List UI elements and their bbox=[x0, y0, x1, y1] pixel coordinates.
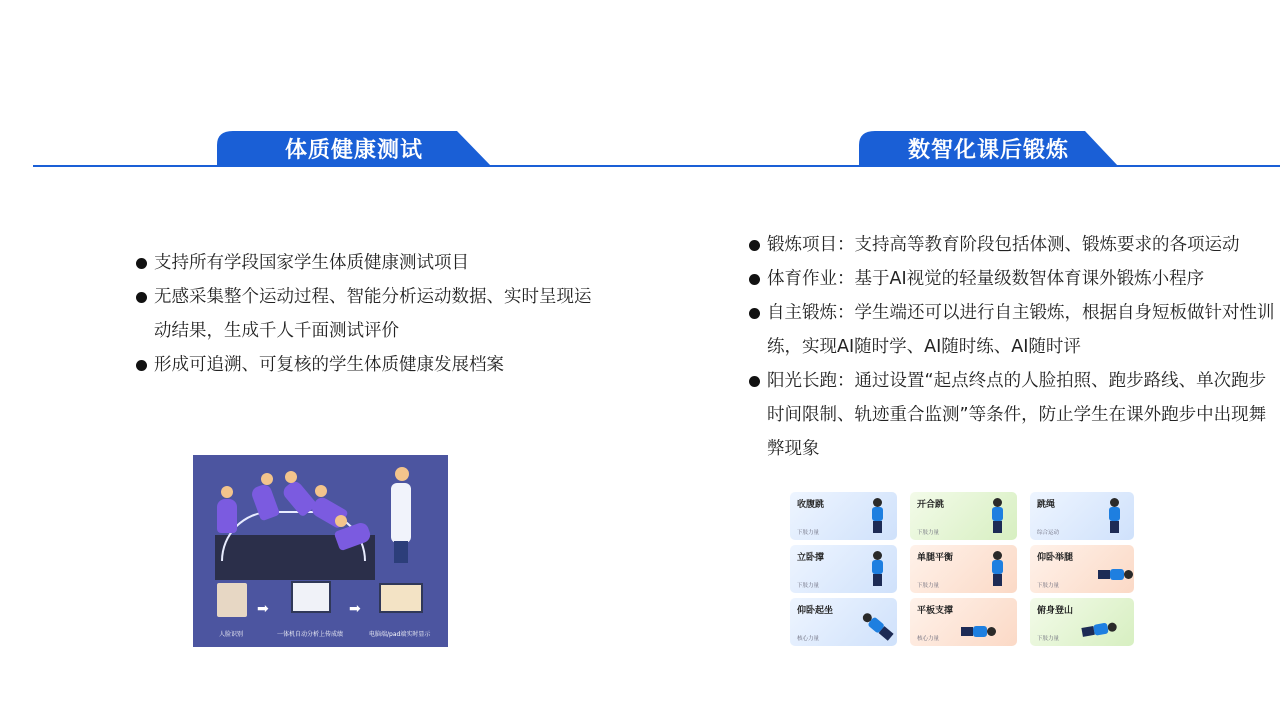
devices-display-icon bbox=[379, 583, 423, 613]
right-section-title: 数智化课后锻炼 bbox=[907, 138, 1069, 163]
exercise-name: 仰卧起坐 bbox=[797, 606, 834, 616]
exercise-name: 平板支撑 bbox=[917, 606, 954, 616]
exercise-figure-icon bbox=[869, 551, 887, 587]
exercise-name: 仰卧举腿 bbox=[1037, 553, 1074, 563]
exercise-name: 开合跳 bbox=[917, 500, 945, 510]
exercise-card[interactable] bbox=[910, 545, 1017, 593]
exercise-figure-icon bbox=[869, 498, 887, 534]
arrow-right-icon: ➡ bbox=[349, 601, 361, 617]
left-bullet-list bbox=[136, 246, 606, 382]
exercise-figure-icon bbox=[1080, 618, 1119, 642]
illustration-caption: 一体机自动分析上传成绩 bbox=[277, 631, 344, 638]
exercise-name: 收腹跳 bbox=[797, 500, 825, 510]
jumper-head bbox=[261, 473, 273, 485]
exercise-card[interactable] bbox=[790, 598, 897, 646]
face-recognition-icon bbox=[217, 583, 247, 617]
left-bullet-item: 无感采集整个运动过程、智能分析运动数据、实时呈现运动结果，生成千人千面测试评价 bbox=[136, 280, 606, 348]
jumper-figure bbox=[217, 499, 237, 533]
exercise-name: 俯身登山 bbox=[1037, 606, 1074, 616]
exercise-card[interactable] bbox=[1030, 545, 1134, 593]
right-bullet-item: 自主锻炼：学生端还可以进行自主锻炼，根据自身短板做针对性训练，实现AI随时学、AI随时练、AI随时评 bbox=[749, 296, 1279, 364]
jumper-head bbox=[285, 471, 297, 483]
kiosk-monitor-icon bbox=[291, 581, 331, 613]
jumper-head bbox=[221, 486, 233, 498]
exercise-card[interactable] bbox=[910, 598, 1017, 646]
right-bullet-item: 体育作业：基于AI视觉的轻量级数智体育课外锻炼小程序 bbox=[749, 262, 1279, 296]
exercise-name: 跳绳 bbox=[1037, 500, 1056, 510]
exercise-figure-icon bbox=[960, 623, 996, 641]
right-bullet-item: 锻炼项目：支持高等教育阶段包括体测、锻炼要求的各项运动 bbox=[749, 228, 1279, 262]
left-section-title: 体质健康测试 bbox=[284, 138, 423, 163]
arrow-right-icon: ➡ bbox=[257, 601, 269, 617]
exercise-category: 综合运动 bbox=[1037, 530, 1060, 536]
exercise-name: 立卧撑 bbox=[797, 553, 825, 563]
exercise-card[interactable] bbox=[1030, 598, 1134, 646]
illustration-caption: 电脑端/pad端实时显示 bbox=[369, 631, 431, 638]
jumper-head bbox=[335, 515, 347, 527]
right-bullet-item: 阳光长跑：通过设置“起点终点的人脸拍照、跑步路线、单次跑步时间限制、轨迹重合监测”等条件，防止学生在课外跑步中出现舞弊现象 bbox=[749, 364, 1279, 466]
exercise-name: 单腿平衡 bbox=[917, 553, 954, 563]
exercise-figure-icon bbox=[858, 608, 897, 645]
standing-long-jump-illustration bbox=[193, 455, 448, 647]
exercise-card[interactable] bbox=[790, 545, 897, 593]
jumper-head bbox=[315, 485, 327, 497]
exercise-card[interactable] bbox=[910, 492, 1017, 540]
exercise-figure-icon bbox=[1106, 498, 1124, 534]
exercise-category: 核心力量 bbox=[917, 636, 940, 642]
teacher-head bbox=[395, 467, 409, 481]
right-bullet-list bbox=[749, 228, 1279, 466]
exercise-category: 下肢力量 bbox=[797, 583, 820, 589]
exercise-figure-icon bbox=[1097, 566, 1133, 584]
exercise-card[interactable] bbox=[790, 492, 897, 540]
exercise-category: 下肢力量 bbox=[917, 530, 940, 536]
teacher-legs bbox=[394, 541, 408, 563]
exercise-category: 下肢力量 bbox=[797, 530, 820, 536]
right-section-tab bbox=[859, 131, 1118, 166]
exercise-card-grid bbox=[790, 492, 1136, 646]
left-bullet-item: 形成可追溯、可复核的学生体质健康发展档案 bbox=[136, 348, 606, 382]
illustration-caption: 人脸识别 bbox=[219, 631, 244, 638]
exercise-category: 下肢力量 bbox=[917, 583, 940, 589]
exercise-figure-icon bbox=[989, 551, 1007, 587]
exercise-category: 下肢力量 bbox=[1037, 583, 1060, 589]
exercise-figure-icon bbox=[989, 498, 1007, 534]
left-bullet-item: 支持所有学段国家学生体质健康测试项目 bbox=[136, 246, 606, 280]
exercise-category: 核心力量 bbox=[797, 636, 820, 642]
teacher-figure bbox=[391, 483, 411, 543]
exercise-card[interactable] bbox=[1030, 492, 1134, 540]
exercise-category: 下肢力量 bbox=[1037, 636, 1060, 642]
left-section-tab bbox=[217, 131, 491, 166]
